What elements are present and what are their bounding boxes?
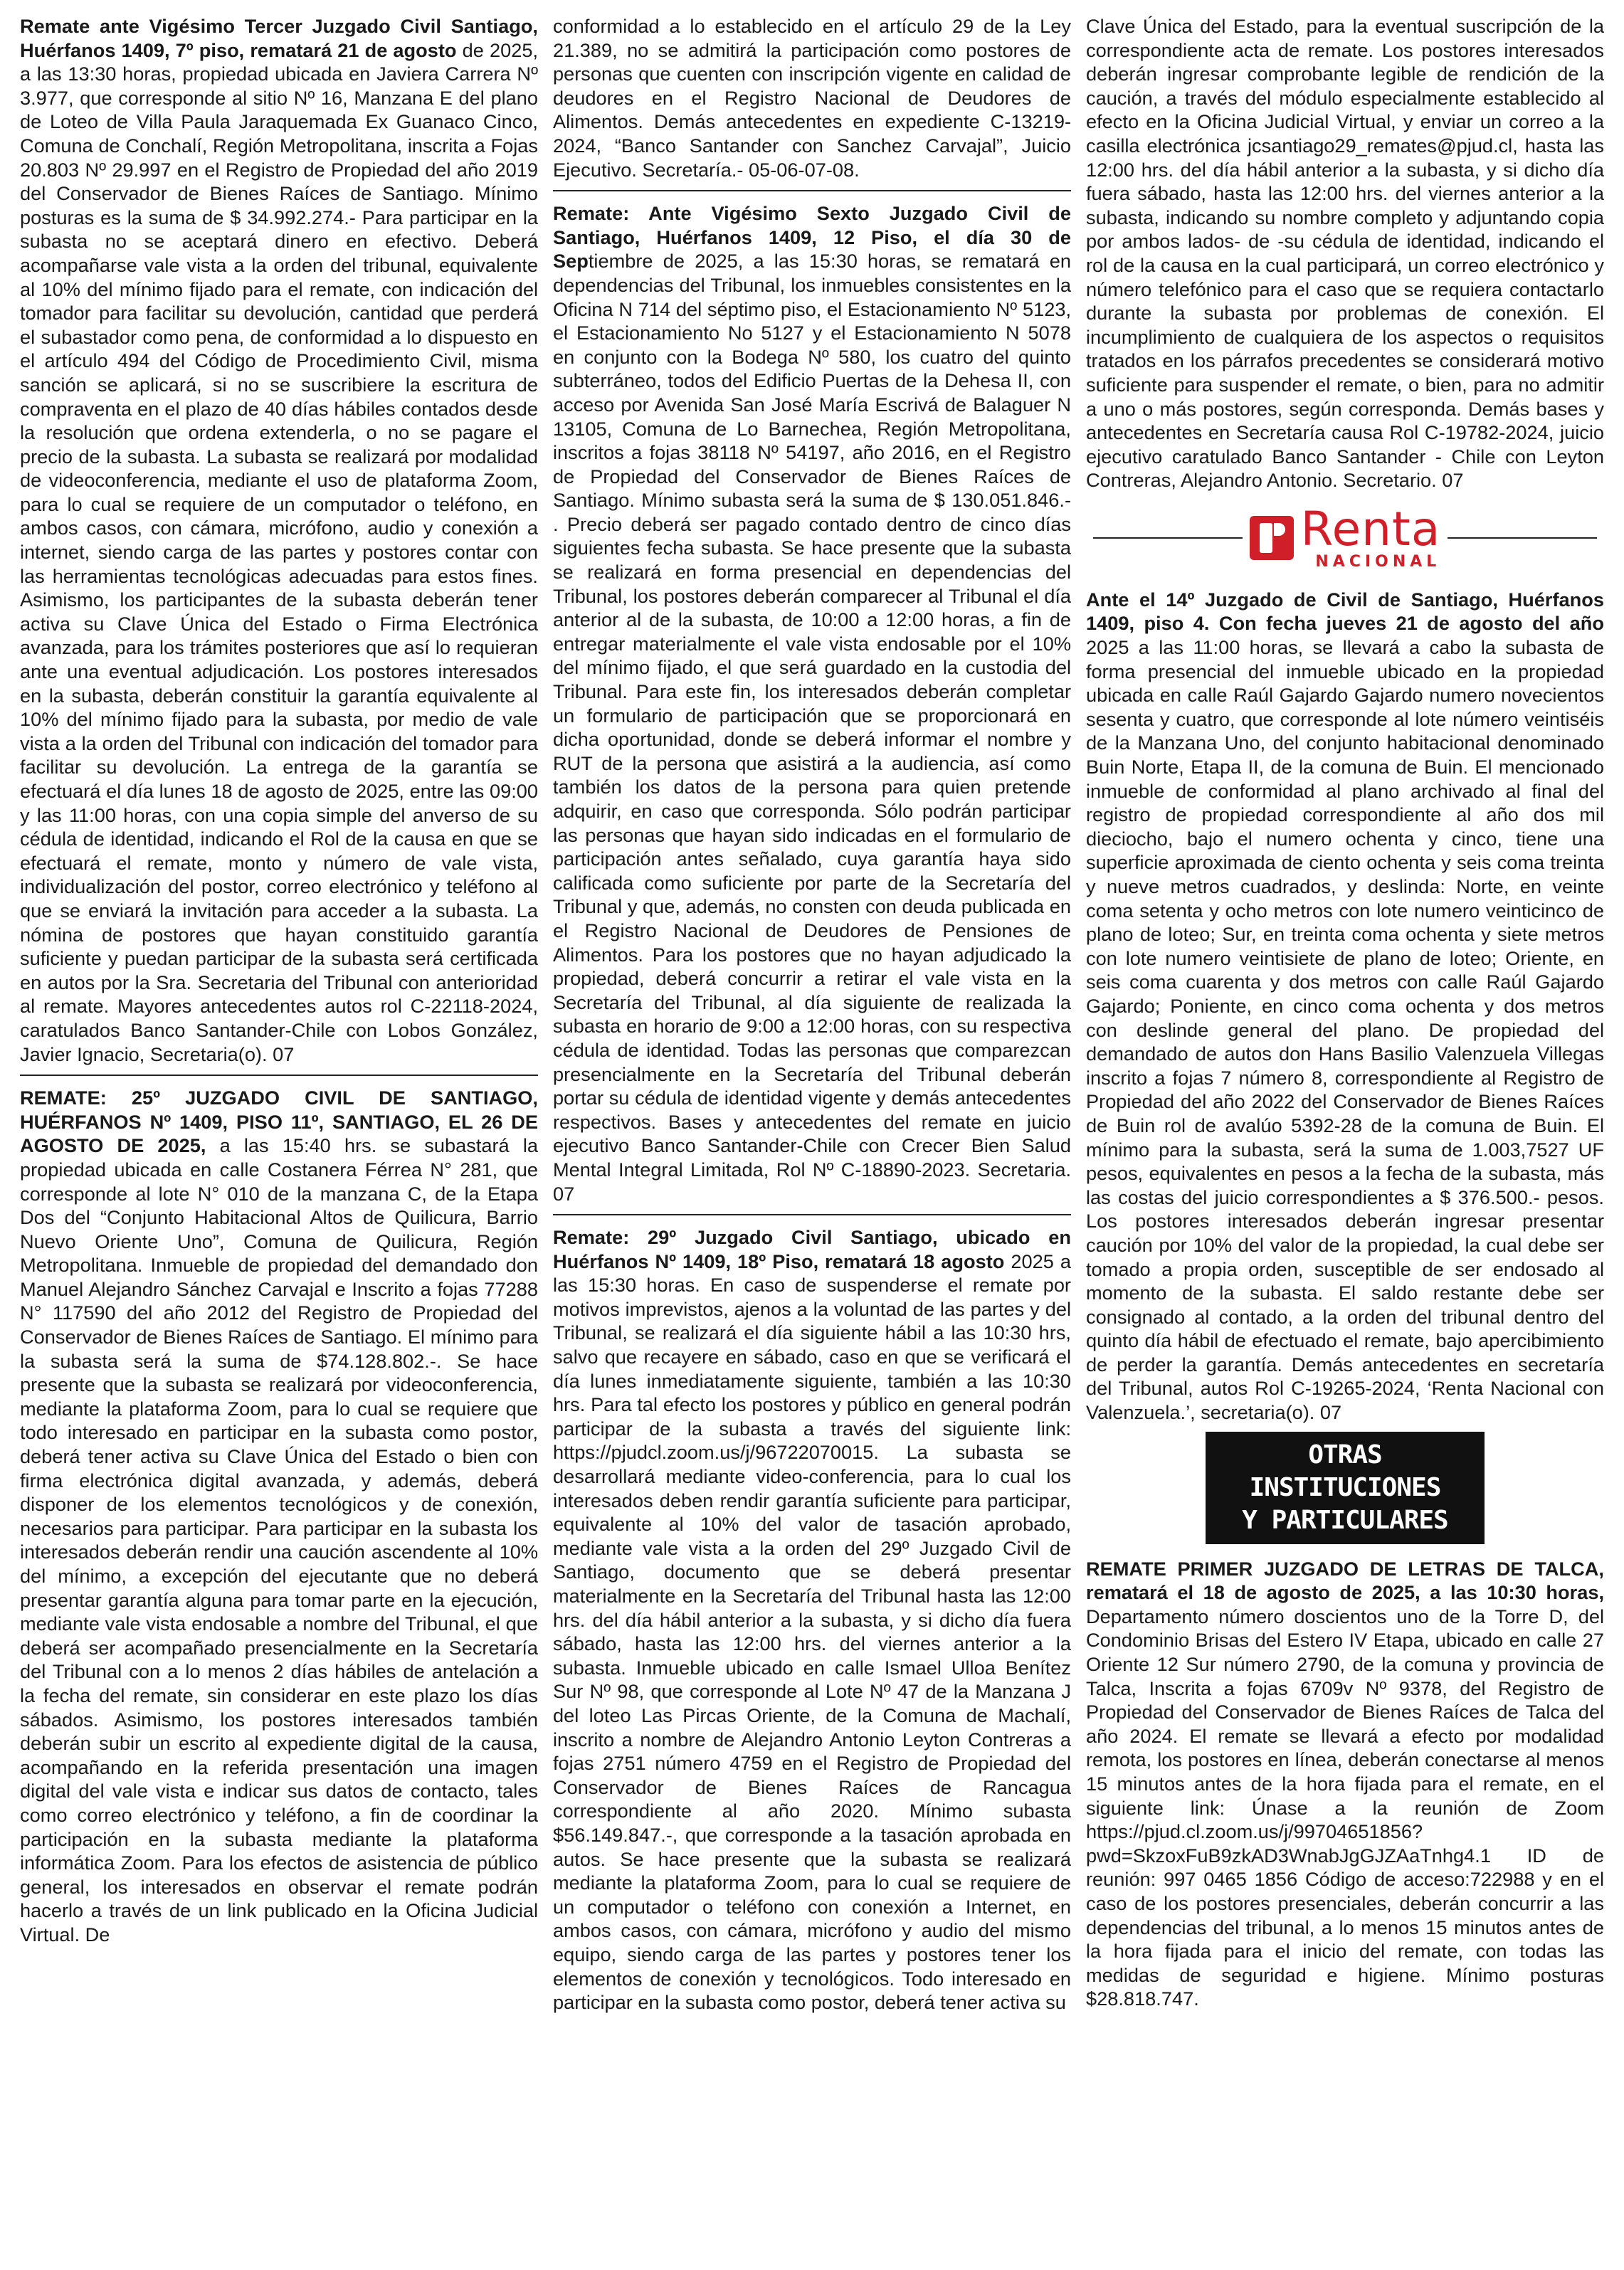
notice-14-juzgado bbox=[1086, 588, 1604, 1425]
notice-body: 2025 a las 11:00 horas, se llevará a cabo la subasta de forma presencial del inmueble ubicado en la propiedad ubicada en calle Raúl Gajardo Gajardo numero novecientos sesenta y cuatro, que corresponde al lote número veintiséis de la Manzana Uno, del conjunto habitacional denominado Buin Norte, Etapa II, de la comuna de Buin. El mencionado inmueble de conformidad al plano archivado al final del registro de propiedad correspondiente al año dos mil dieciocho, bajo el numero ochenta y cinco, tiene una superficie aproximada de ciento ochenta y seis coma treinta y nueve metros cuadrados, y deslinda: Norte, en veinte coma setenta y ocho metros con lote numero veinticinco de plano de loteo; Sur, en treinta coma ochenta y siete metros con lote numero veintisiete de plano de loteo; Oriente, en seis coma cuarenta y dos metros con calle Raúl Gajardo Gajardo; Poniente, en cinco coma ochenta y dos metros con deslinde general del plano. De propiedad del demandado de autos don Hans Basilio Valenzuela Villegas inscrito a fojas 7 número 8, correspondiente al Registro de Propiedad del año 2022 del Conservador de Bienes Raíces de Buin rol de avalúo 5392-28 de la comuna de Buin. El mínimo para la subasta, será la suma de 1.003,7527 UF pesos, equivalentes en pesos a la fecha de la subasta, más las costas del juicio correspondientes a $ 376.500.- pesos. Los postores interesados deberán ingresar presentar caución por 10% del valor de la propiedad, la cual debe ser tomado a propia orden, susceptible de ser endosado al momento de la subasta. El saldo restante debe ser consignado al contado, a la orden del tribunal dentro del quinto día hábil de efectuado el remate, bajo apercibimiento de perder la garantía. Demás antecedentes en secretaría del Tribunal, autos Rol C-19265-2024, ‘Renta Nacional con Valenzuela.’, secretaria(o). 07 bbox=[1086, 636, 1604, 1424]
notice-head: Ante el 14º Juzgado de Civil de Santiago, Huérfanos 1409, piso 4. Con fecha jueves 21 de agosto del año bbox=[1086, 588, 1604, 635]
notice-body: a las 15:40 hrs. se subastará la propiedad ubicada en calle Costanera Férrea N° 281, que corresponde al lote N° 010 de la manzana C, de la Etapa Dos del “Conjunto Habitacional Altos de Quilicura, Barrio Nuevo Oriente Uno”, Comuna de Quilicura, Región Metropolitana. Inmueble de propiedad del demandado don Manuel Alejandro Sánchez Carvajal e Inscrito a fojas 77288 N° 117590 del año 2012 del Registro de Propiedad del Conservador de Bienes Raíces de Santiago. El mínimo para la subasta será la suma de $74.128.802.-. Se hace presente que la subasta se realizará por videoconferencia, mediante la plataforma Zoom, para lo cual se requiere que todo interesado en participar en la subasta como postor, deberá tener activa su Clave Única del Estado o bien con firma electrónica digital avanzada, y además, deberá disponer de los elementos tecnológicos y de conexión, necesarios para participar. Para participar en la subasta los interesados deberán rendir una caución ascendente al 10% del mínimo, a excepción del ejecutante que no deberá presentar garantía alguna para tomar parte en la ejecución, mediante vale vista endosable a nombre del Tribunal, el que deberá ser acompañado presencialmente en la Secretaría del Tribunal con a lo menos 2 días hábiles de antelación a la fecha del remate, sin considerar en este plazo los días sábados. Asimismo, los postores interesados también deberán subir un escrito al expediente digital de la causa, acompañando en la referida presentación una imagen digital del vale vista e indicar sus datos de contacto, tales como correo electrónico y teléfono, a fin de coordinar la participación en la subasta mediante la plataforma informática Zoom. Para los efectos de asistencia de público general, los interesados en observar el remate podrán hacerlo a través de un link publicado en la Oficina Judicial Virtual. De bbox=[20, 1134, 538, 1946]
logo-word: Renta bbox=[1300, 501, 1441, 556]
notice-continuation bbox=[1086, 14, 1604, 492]
notice-29-juzgado bbox=[553, 1225, 1071, 2015]
notice-body: Clave Única del Estado, para la eventual suscripción de la correspondiente acta de remate. Los postores interesados deberán ingresar comprobante legible de rendición de la caución, a través del módulo especialmente establecido al efecto en la Oficina Judicial Virtual, y enviar un correo a la casilla electrónica jcsantiago29_remates@pjud.cl, hasta las 12:00 hrs. del día hábil anterior a la subasta, y si dicho día fuera sábado, hasta las 12:00 hrs. del viernes anterior a la subasta, indicando su nombre completo y adjuntando copia por ambos lados- de -su cédula de identidad, indicando el rol de la causa en la cual participará, un correo electrónico y número telefónico para el caso que se requiera contactarlo durante la subasta por problemas de conexión. El incumplimiento de cualquiera de los aspectos o requisitos tratados en los párrafos precedentes se considerará motivo suficiente para suspender el remate, o bien, para no admitir a uno o más postores, según corresponda. Demás bases y antecedentes en Secretaría causa Rol C-19782-2024, juicio ejecutivo caratulado Banco Santander - Chile con Leyton Contreras, Alejandro Antonio. Secretario. 07 bbox=[1086, 15, 1604, 492]
logo bbox=[1250, 501, 1441, 571]
renta-nacional-logo-icon bbox=[1250, 516, 1294, 560]
notice-head: Remate: 29º Juzgado Civil Santiago, ubicado en Huérfanos Nº 1409, 18º Piso, rematará 18 agosto bbox=[553, 1226, 1071, 1272]
notice-body: conformidad a lo establecido en el artículo 29 de la Ley 21.389, no se admitirá la participación como postores de personas que cuenten con inscripción vigente en calidad de deudores en el Registro Nacional de Deudores de Alimentos. Demás antecedentes en expediente C-13219-2024, “Banco Santander con Sanchez Carvajal”, Juicio Ejecutivo. Secretaría.- 05-06-07-08. bbox=[553, 15, 1071, 181]
logo-text bbox=[1300, 501, 1441, 571]
notice-body: Departamento número doscientos uno de la Torre D, del Condominio Brisas del Estero IV Etapa, ubicado en calle 27 Oriente 12 Sur número 2790, de la comuna y provincia de Talca, Inscrita a fojas 6709v Nº 9378, del Registro de Propiedad del Conservador de Bienes Raíces de Talca del año 2024. El remate se llevará a efecto por modalidad remota, los postores en línea, deberán conectarse al menos 15 minutos antes de la hora fijada para el remate, en el siguiente link: Únase a la reunión de Zoom https://pjud.cl.zoom.us/j/99704651856?pwd=SkzoxFuB9zkAD3WnabJgGJZAaTnhg4.1 ID de reunión: 997 0465 1856 Código de acceso:722988 y en el caso de los postores presenciales, deberán concurrir a las dependencias del tribunal, a lo menos 15 minutos antes de la hora fijada para el inicio del remate, con todas las medidas de seguridad e higiene. Mínimo posturas $28.818.747. bbox=[1086, 1605, 1604, 2010]
notice-talca bbox=[1086, 1557, 1604, 2011]
renta-nacional-logo bbox=[1086, 498, 1604, 578]
notice-25-juzgado bbox=[20, 1086, 538, 1946]
section-title-line-1: OTRAS INSTITUCIONES bbox=[1249, 1440, 1441, 1502]
newspaper-page bbox=[20, 14, 1604, 2263]
column-2 bbox=[553, 14, 1071, 2263]
notice-body: de 2025, a las 13:30 horas, propiedad ubicada en Javiera Carrera Nº 3.977, que corresponde al sitio Nº 16, Manzana E del plano de Loteo de Villa Paula Jaraquemada Ex Guanaco Cinco, Comuna de Conchalí, Región Metropolitana, inscrita a Fojas 20.803 Nº 29.997 en el Registro de Propiedad del año 2019 del Conservador de Bienes Raíces de Santiago. Mínimo posturas es la suma de $ 34.992.274.- Para participar en la subasta no se aceptará dinero en efectivo. Deberá acompañarse vale vista a la orden del tribunal, equivalente al 10% del mínimo fijado para el remate, con indicación del tomador para facilitar su devolución, cantidad que perderá el subastador como pena, de conformidad a lo dispuesto en el artículo 494 del Código de Procedimiento Civil, misma sanción se aplicará, si no se suscribiere la escritura de compraventa en el plazo de 40 días hábiles contados desde la resolución que ordena extenderla, o no se pagare el precio de la subasta. La subasta se realizará por modalidad de videoconferencia, mediante el uso de plataforma Zoom, para lo cual se requiere de un computador o teléfono, en ambos casos, con cámara, micrófono, audio y conexión a internet, siendo carga de las partes y postores contar con las herramientas tecnológicas adecuadas para estos fines. Asimismo, los participantes de la subasta deberán tener activa su Clave Única del Estado o Firma Electrónica avanzada, para los trámites posteriores que así lo requieran ante una eventual adjudicación. Los postores interesados en la subasta, deberán constituir la garantía equivalente al 10% del mínimo fijado para la subasta, por medio de vale vista a la orden del Tribunal con indicación del tomador para facilitar su devolución. La entrega de la garantía se efectuará el día lunes 18 de agosto de 2025, entre las 09:00 y las 11:00 horas, con una copia simple del anverso de su cédula de identidad, indicando el Rol de la causa en que se efectuará el remate, monto y número de vale vista, individualización del postor, correo electrónico y teléfono al que se enviará la invitación para acceder a la subasta. La nómina de postores que hayan constituido garantía suficiente y puedan participar de la subasta será certificada en autos por la Sra. Secretaria del Tribunal con anterioridad al remate. Mayores antecedentes autos rol C-22118-2024, caratulados Banco Santander-Chile con Lobos González, Javier Ignacio, Secretaria(o). 07 bbox=[20, 38, 538, 1065]
notice-head: REMATE: 25º JUZGADO CIVIL DE SANTIAGO, HUÉRFANOS Nº 1409, PISO 11º, SANTIAGO, EL 26 DE AGOSTO DE 2025, bbox=[20, 1087, 538, 1157]
section-title-box bbox=[1206, 1432, 1485, 1544]
column-1 bbox=[20, 14, 538, 2263]
notice-divider bbox=[553, 1214, 1071, 1215]
notice-continuation bbox=[553, 14, 1071, 181]
section-header bbox=[1086, 1432, 1604, 1544]
notice-26-juzgado bbox=[553, 201, 1071, 1205]
notice-body: 2025 a las 15:30 horas. En caso de suspenderse el remate por motivos imprevistos, ajenos a la voluntad de las partes y del Tribunal, se realizará el día siguiente hábil a las 10:30 hrs, salvo que recayere en sábado, caso en que se verificará el día lunes inmediatamente siguiente, también a las 10:30 hrs. Para tal efecto los postores y público en general podrán participar de la subasta a través del siguiente link: https://pjudcl.zoom.us/j/96722070015. La subasta se desarrollará mediante video-conferencia, para lo cual los interesados deben rendir garantía suficiente para participar, equivalente al 10% del valor de tasación aprobado, mediante vale vista a la orden del 29º Juzgado Civil de Santiago, documento que se deberá presentar materialmente en la Secretaría del Tribunal hasta las 12:00 hrs. del día hábil anterior a la subasta, y si dicho día fuera sábado, hasta las 12:00 hrs. del viernes anterior a la subasta. Inmueble ubicado en calle Ismael Ulloa Benítez Sur Nº 98, que corresponde al Lote Nº 47 de la Manzana J del loteo Las Pircas Oriente, de la Comuna de Machalí, inscrito a nombre de Alejandro Antonio Leyton Contreras a fojas 2751 número 4759 en el Registro de Propiedad del Conservador de Bienes Raíces de Rancagua correspondiente al año 2020. Mínimo subasta $56.149.847.-, que corresponde a la tasación aprobada en autos. Se hace presente que la subasta se realizará mediante la plataforma Zoom, para lo cual se requiere de un computador o teléfono con conexión a Internet, en ambos casos, con cámara, micrófono y audio del mismo equipo, siendo carga de las partes y postores tener los elementos de conexión y tecnológicos. Todo interesado en participar en la subasta como postor, deberá tener activa su bbox=[553, 1250, 1071, 2014]
notice-divider bbox=[20, 1075, 538, 1076]
notice-head: Remate ante Vigésimo Tercer Juzgado Civil Santiago, Huérfanos 1409, 7º piso, rematará 21 de agosto bbox=[20, 15, 538, 61]
column-3 bbox=[1086, 14, 1604, 2263]
notice-23-juzgado bbox=[20, 14, 538, 1066]
section-title-line-2: Y PARTICULARES bbox=[1242, 1505, 1448, 1535]
logo-subtitle: NACIONAL bbox=[1315, 552, 1441, 571]
notice-divider bbox=[553, 190, 1071, 191]
notice-head: REMATE PRIMER JUZGADO DE LETRAS DE TALCA, rematará el 18 de agosto de 2025, a las 10:30 horas, bbox=[1086, 1557, 1604, 1604]
notice-head: Remate: Ante Vigésimo Sexto Juzgado Civil de Santiago, Huérfanos 1409, 12 Piso, el día 30 de Sep bbox=[553, 202, 1071, 273]
notice-body: tiembre de 2025, a las 15:30 horas, se rematará en dependencias del Tribunal, los inmuebles consistentes en la Oficina N 714 del séptimo piso, el Estacionamiento Nº 5123, el Estacionamiento No 5127 y el Estacionamiento N 5078 en conjunto con la Bodega Nº 580, los cuatro del quinto subterráneo, todos del Edificio Puertas de la Dehesa II, con acceso por Avenida San José María Escrivá de Balaguer N 13105, Comuna de Lo Barnechea, Región Metropolitana, inscritos a fojas 38118 Nº 54197, año 2016, en el Registro de Propiedad del Conservador de Bienes Raíces de Santiago. Mínimo subasta será la suma de $ 130.051.846.- . Precio deberá ser pagado contado dentro de cinco días siguientes fecha subasta. Se hace presente que la subasta se realizará en forma presencial en dependencias del Tribunal, los postores deberán comparecer al Tribunal el día anterior al de la subasta, de 10:00 a 12:00 horas, a fin de entregar materialmente el vale vista endosable por el 10% del mínimo fijado, el que será guardado en la custodia del Tribunal. Para este fin, los interesados deberán completar un formulario de participación que se proporcionará en dicha oportunidad, donde se deberá informar el nombre y RUT de la persona que asistirá a la audiencia, así como también los datos de la persona para quien pretende adquirir, en caso que corresponda. Sólo podrán participar las personas que hayan sido indicadas en el formulario de participación antes señalado, cuya garantía haya sido calificada como suficiente por parte de la Secretaría del Tribunal y que, además, no consten con deuda publicada en el Registro Nacional de Deudores de Pensiones de Alimentos. Para los postores que no hayan adjudicado la propiedad, deberá concurrir a retirar el vale vista en la Secretaría del Tribunal, al día siguiente de realizada la subasta en horario de 9:00 a 12:00 horas, con su respectiva cédula de identidad. Todas las personas que comparezcan presencialmente en la Secretaría del Tribunal deberán portar su cédula de identidad vigente y demás antecedentes respectivos. Bases y antecedentes del remate en juicio ejecutivo Banco Santander-Chile con Crecer Bien Salud Mental Integral Limitada, Rol Nº C-18890-2023. Secretaria. 07 bbox=[553, 250, 1071, 1205]
